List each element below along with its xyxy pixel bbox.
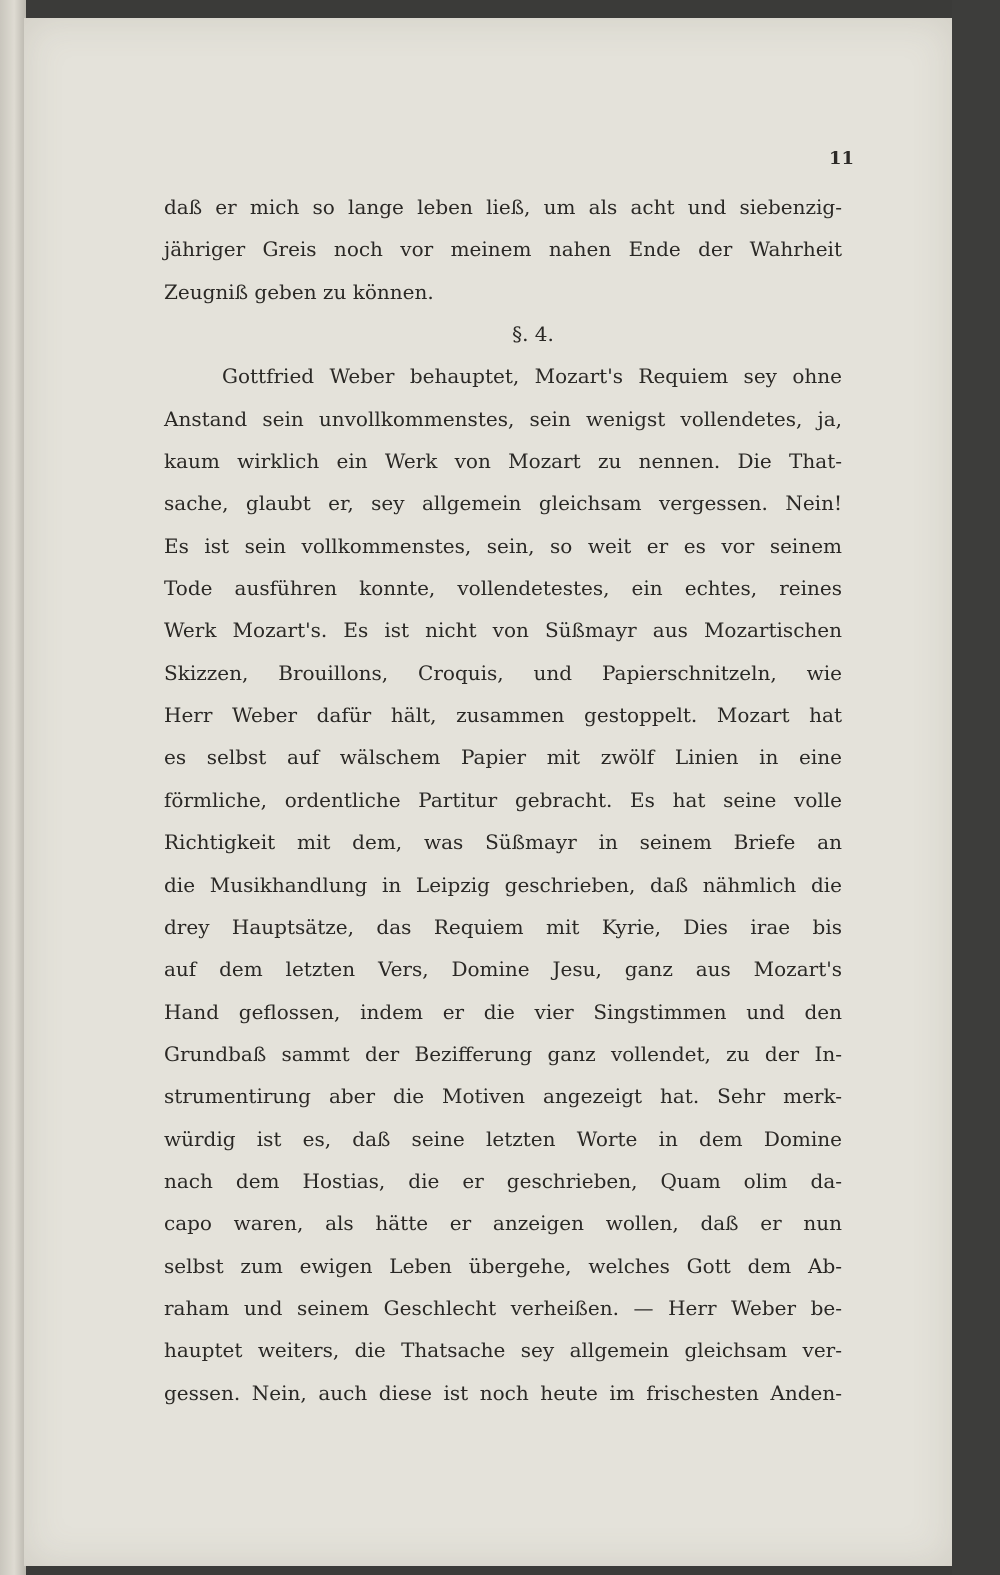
text-line: selbst zum ewigen Leben übergehe, welches Gott dem Ab- xyxy=(164,1253,842,1278)
text-line: Grundbaß sammt der Bezifferung ganz vollendet, zu der In- xyxy=(164,1041,842,1066)
text-line: es selbst auf wälschem Papier mit zwölf Linien in eine xyxy=(164,745,842,770)
text-line: Richtigkeit mit dem, was Süßmayr in seinem Briefe an xyxy=(164,830,842,855)
text-line: Zeugniß geben zu können. xyxy=(164,279,434,304)
text-line: jähriger Greis noch vor meinem nahen Ende der Wahrheit xyxy=(164,237,842,262)
paragraph-section-4 xyxy=(164,355,842,1414)
text-line: sache, glaubt er, sey allgemein gleichsam vergessen. Nein! xyxy=(164,491,842,516)
text-line: Gottfried Weber behauptet, Mozart's Requiem sey ohne xyxy=(222,364,842,389)
text-line: kaum wirklich ein Werk von Mozart zu nennen. Die That- xyxy=(164,449,842,474)
text-line: nach dem Hostias, die er geschrieben, Quam olim da- xyxy=(164,1168,842,1193)
body-text xyxy=(164,186,842,1414)
text-line: Es ist sein vollkommenstes, sein, so weit er es vor seinem xyxy=(164,533,842,558)
facing-page-edge xyxy=(0,0,26,1575)
text-line: drey Hauptsätze, das Requiem mit Kyrie, Dies irae bis xyxy=(164,914,842,939)
text-line: Herr Weber dafür hält, zusammen gestoppelt. Mozart hat xyxy=(164,703,842,728)
page-number: 11 xyxy=(828,148,854,169)
text-line: förmliche, ordentliche Partitur gebracht. Es hat seine volle xyxy=(164,787,842,812)
text-line: capo waren, als hätte er anzeigen wollen, daß er nun xyxy=(164,1211,842,1236)
text-line: Anstand sein unvollkommenstes, sein wenigst vollendetes, ja, xyxy=(164,406,842,431)
text-line: Tode ausführen konnte, vollendetestes, ein echtes, reines xyxy=(164,576,842,601)
text-line: gessen. Nein, auch diese ist noch heute im frischesten Anden- xyxy=(164,1380,842,1405)
text-line: die Musikhandlung in Leipzig geschrieben, daß nähmlich die xyxy=(164,872,842,897)
text-line: raham und seinem Geschlecht verheißen. — Herr Weber be- xyxy=(164,1295,842,1320)
text-line: daß er mich so lange leben ließ, um als acht und siebenzig- xyxy=(164,195,842,219)
text-line: strumentirung aber die Motiven angezeigt hat. Sehr merk- xyxy=(164,1084,842,1109)
paragraph-continuation xyxy=(164,186,842,313)
text-line: hauptet weiters, die Thatsache sey allgemein gleichsam ver- xyxy=(164,1338,842,1363)
text-line: Hand geflossen, indem er die vier Singstimmen und den xyxy=(164,999,842,1024)
section-heading: §. 4. xyxy=(512,322,554,347)
text-line: Skizzen, Brouillons, Croquis, und Papierschnitzeln, wie xyxy=(164,660,842,685)
text-line: würdig ist es, daß seine letzten Worte in dem Domine xyxy=(164,1126,842,1151)
scan-background-right xyxy=(952,0,1000,1575)
text-line: auf dem letzten Vers, Domine Jesu, ganz aus Mozart's xyxy=(164,957,842,982)
text-line: Werk Mozart's. Es ist nicht von Süßmayr aus Mozartischen xyxy=(164,618,842,643)
page-sheet xyxy=(24,18,952,1566)
